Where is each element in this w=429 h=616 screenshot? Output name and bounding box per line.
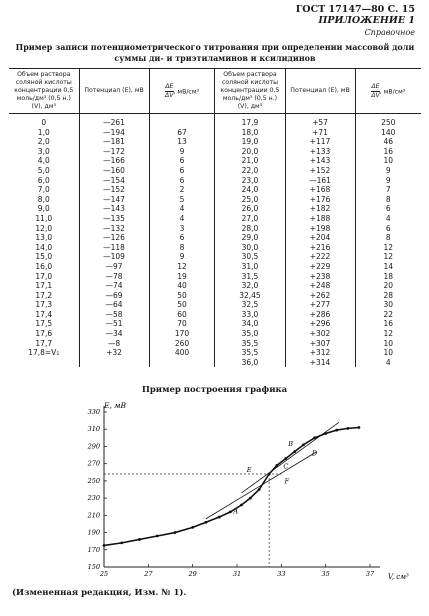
y-tick-label: 190 xyxy=(87,528,100,537)
y-tick-label: 310 xyxy=(87,425,100,434)
table-cell: 6 xyxy=(355,204,421,214)
chart-marks xyxy=(232,440,318,516)
table-cell: —132 xyxy=(79,224,149,234)
table-cell: +117 xyxy=(285,137,355,147)
table-cell: +229 xyxy=(285,262,355,272)
tangent-upper xyxy=(241,422,339,493)
ratio-numerator: ΔE xyxy=(165,82,174,90)
y-tick-label: 330 xyxy=(87,408,100,416)
data-point xyxy=(258,488,261,491)
table-cell: —261 xyxy=(79,114,149,128)
table-cell: 14 xyxy=(355,262,421,272)
table-row xyxy=(9,166,421,176)
table-row xyxy=(9,272,421,282)
table-cell: 6 xyxy=(149,166,215,176)
table-cell: —172 xyxy=(79,147,149,157)
point-label: A xyxy=(233,507,239,516)
table-cell: 15,0 xyxy=(35,252,53,262)
y-tick-label: 250 xyxy=(87,476,100,485)
table-cell: 9,0 xyxy=(37,204,50,214)
table-cell: 6,0 xyxy=(37,175,50,185)
table-cell: +238 xyxy=(285,272,355,282)
table-cell: 25,0 xyxy=(215,195,285,205)
table-cell: —181 xyxy=(79,137,149,147)
table-cell: —152 xyxy=(79,185,149,195)
table-cell: 67 xyxy=(149,128,215,138)
table-cell: 10 xyxy=(355,348,421,358)
table-cell: 2,0 xyxy=(37,137,50,147)
y-axis-label: E, мВ xyxy=(104,401,126,410)
table-row xyxy=(9,329,421,339)
table-cell: —161 xyxy=(285,176,355,186)
table-cell: 22 xyxy=(355,310,421,320)
table-row xyxy=(9,310,421,320)
table-cell: +307 xyxy=(285,339,355,349)
table-row xyxy=(9,262,421,272)
x-tick-label: 29 xyxy=(188,570,197,578)
col-ratio-right xyxy=(355,69,421,114)
table-cell: 9 xyxy=(355,176,421,186)
table-cell: —64 xyxy=(79,300,149,310)
table-cell: 11,0 xyxy=(35,213,53,223)
reference-label: Справочное xyxy=(364,28,415,37)
table-cell: 10 xyxy=(355,339,421,349)
table-cell: 36,0 xyxy=(215,358,285,368)
data-point xyxy=(103,544,106,547)
ratio-unit: , мВ/см³ xyxy=(379,88,406,95)
table-cell: —69 xyxy=(79,291,149,301)
table-cell: 5 xyxy=(149,195,215,205)
table-row xyxy=(9,114,421,128)
table-cell: 12 xyxy=(355,329,421,339)
table-cell: 9 xyxy=(149,147,215,157)
table-cell: +204 xyxy=(285,233,355,243)
table-cell: —160 xyxy=(79,166,149,176)
data-point xyxy=(249,497,252,500)
data-point xyxy=(191,526,194,529)
table-cell: —78 xyxy=(79,272,149,282)
table-cell: 30,0 xyxy=(215,243,285,253)
data-point xyxy=(229,510,232,513)
table-row xyxy=(9,224,421,234)
table-cell: +248 xyxy=(285,281,355,291)
table-cell: 260 xyxy=(149,339,215,349)
table-cell: —147 xyxy=(79,195,149,205)
table-cell: 17,4 xyxy=(35,309,53,319)
data-point xyxy=(293,450,296,453)
table-cell: 17,1 xyxy=(35,281,53,291)
standard-number: ГОСТ 17147—80 С. 15 xyxy=(295,4,415,15)
table-cell: —143 xyxy=(79,204,149,214)
table-cell: —34 xyxy=(79,329,149,339)
table-cell: 12,0 xyxy=(35,223,53,233)
table-cell: 35,5 xyxy=(215,339,285,349)
table-cell: 12 xyxy=(355,252,421,262)
table-cell: 17,8=V₁ xyxy=(28,348,60,358)
table-row xyxy=(9,176,421,186)
table-cell: —8 xyxy=(79,339,149,349)
chart-curve xyxy=(103,422,361,547)
table-cell: 2 xyxy=(149,185,215,195)
table-cell: 170 xyxy=(149,329,215,339)
table-cell: 17,7 xyxy=(35,338,53,348)
table-row xyxy=(9,128,421,138)
table-cell: 17,5 xyxy=(35,319,53,329)
point-label: C xyxy=(283,462,289,471)
x-axis-label: V, см³ xyxy=(388,573,409,581)
table-cell xyxy=(9,358,79,368)
table-cell: +143 xyxy=(285,156,355,166)
table-cell: +32 xyxy=(79,348,149,358)
table-cell: 35,0 xyxy=(215,329,285,339)
table-row xyxy=(9,358,421,368)
table-cell: +314 xyxy=(285,358,355,368)
ratio-fraction xyxy=(371,83,379,100)
table-cell: 32,5 xyxy=(215,300,285,310)
table-cell: 31,5 xyxy=(215,272,285,282)
col-volume-left: Объем раствора соляной кислоты концентрации 0,5 моль/дм³ (0,5 н.) (V), дм³ xyxy=(9,69,79,114)
table-cell: 32,0 xyxy=(215,281,285,291)
table-cell: —58 xyxy=(79,310,149,320)
table-cell: 30,5 xyxy=(215,252,285,262)
table-cell: 4 xyxy=(355,358,421,368)
table-cell: 21,0 xyxy=(215,156,285,166)
table-cell: +296 xyxy=(285,319,355,329)
table-cell: +168 xyxy=(285,185,355,195)
data-point xyxy=(120,541,123,544)
table-cell: +71 xyxy=(285,128,355,138)
table-cell: —97 xyxy=(79,262,149,272)
table-cell: 33,0 xyxy=(215,310,285,320)
chart-grid xyxy=(104,474,281,567)
point-label: B xyxy=(288,439,293,448)
y-tick-label: 290 xyxy=(87,442,100,451)
ratio-unit: , мВ/см³ xyxy=(173,88,199,95)
table-cell: +133 xyxy=(285,147,355,157)
x-tick-label: 27 xyxy=(144,570,153,578)
table-cell: 6 xyxy=(149,233,215,243)
col-potential-left: Потенциал (E), мВ xyxy=(79,69,149,114)
table-cell: 17,6 xyxy=(35,329,53,339)
table-cell: +277 xyxy=(285,300,355,310)
table-cell: 10 xyxy=(355,156,421,166)
table-cell: 7,0 xyxy=(37,185,50,195)
table-cell: 17,9 xyxy=(215,114,285,128)
table-cell xyxy=(149,114,215,128)
table-cell: —126 xyxy=(79,233,149,243)
table-cell: 23,0 xyxy=(215,176,285,186)
table-row xyxy=(9,319,421,329)
table-cell: 3 xyxy=(149,224,215,234)
table-cell: 5,0 xyxy=(37,165,50,175)
y-tick-label: 230 xyxy=(87,494,100,503)
col-volume-right: Объем раствора соляной кислоты концентрации 0,5 моль/дм³ (0,5 н.) (V), дм³ xyxy=(215,69,285,114)
table-cell: 60 xyxy=(149,310,215,320)
table-cell: 19 xyxy=(149,272,215,282)
x-tick-label: 33 xyxy=(277,570,286,578)
chart-title: Пример построения графика xyxy=(141,385,288,395)
x-tick-label: 37 xyxy=(365,570,375,578)
table-cell: +222 xyxy=(285,252,355,262)
data-point xyxy=(335,429,338,432)
ratio-denominator: ΔV xyxy=(165,91,174,99)
table-cell: 24,0 xyxy=(215,185,285,195)
ratio-denominator: ΔV xyxy=(371,91,380,99)
table-cell: 8 xyxy=(149,243,215,253)
table-cell: +286 xyxy=(285,310,355,320)
tangent-lower xyxy=(206,449,318,519)
table-cell: 12 xyxy=(149,262,215,272)
table-row xyxy=(9,339,421,349)
table-cell: +152 xyxy=(285,166,355,176)
table-row xyxy=(9,204,421,214)
table-cell: 16 xyxy=(355,147,421,157)
titration-chart xyxy=(0,398,429,586)
table-row xyxy=(9,243,421,253)
table-cell: —109 xyxy=(79,252,149,262)
table-cell xyxy=(149,358,215,368)
table-cell: 7 xyxy=(355,185,421,195)
col-potential-right: Потенциал (E), мВ xyxy=(285,69,355,114)
table-cell: 4 xyxy=(149,204,215,214)
table-cell: +182 xyxy=(285,204,355,214)
y-tick-label: 210 xyxy=(87,511,100,520)
ratio-numerator: ΔE xyxy=(371,82,380,90)
table-cell: —135 xyxy=(79,214,149,224)
table-cell: 14,0 xyxy=(35,242,53,252)
table-cell: 250 xyxy=(355,114,421,128)
table-cell: 8,0 xyxy=(37,194,50,204)
table-cell xyxy=(79,358,149,368)
data-point xyxy=(358,426,361,429)
table-cell: +216 xyxy=(285,243,355,253)
table-cell: 16,0 xyxy=(35,261,53,271)
table-cell: 8 xyxy=(355,195,421,205)
point-label: D xyxy=(311,449,318,458)
table-row xyxy=(9,137,421,147)
table-cell: 9 xyxy=(149,252,215,262)
table-body xyxy=(9,114,421,368)
x-tick-label: 35 xyxy=(321,570,330,578)
data-point xyxy=(302,443,305,446)
table-row xyxy=(9,233,421,243)
table-header-row xyxy=(9,69,421,114)
table-cell: +198 xyxy=(285,224,355,234)
table-cell: 22,0 xyxy=(215,166,285,176)
table-cell: —118 xyxy=(79,243,149,253)
table-cell: —194 xyxy=(79,128,149,138)
table-cell: 19,0 xyxy=(215,137,285,147)
data-point xyxy=(205,521,208,524)
table-cell: 28 xyxy=(355,291,421,301)
table-cell: 0 xyxy=(41,118,47,127)
data-point xyxy=(174,531,177,534)
titration-curve xyxy=(104,428,359,546)
table-cell: 30 xyxy=(355,300,421,310)
table-cell: 50 xyxy=(149,300,215,310)
table-cell: 17,3 xyxy=(35,300,53,310)
table-row xyxy=(9,252,421,262)
ratio-fraction xyxy=(165,83,173,100)
point-label: F xyxy=(284,477,289,486)
table-cell: 13 xyxy=(149,137,215,147)
chart-ticks xyxy=(87,408,375,578)
data-point xyxy=(156,535,159,538)
table-row xyxy=(9,291,421,301)
table-cell: 17,2 xyxy=(35,290,53,300)
table-row xyxy=(9,348,421,358)
table-cell: —166 xyxy=(79,156,149,166)
table-cell: 4,0 xyxy=(37,156,50,166)
table-cell: 140 xyxy=(355,128,421,138)
table-cell: 8 xyxy=(355,233,421,243)
table-cell: 20,0 xyxy=(215,147,285,157)
table-cell: 32,45 xyxy=(215,291,285,301)
table-cell: 20 xyxy=(355,281,421,291)
y-tick-label: 150 xyxy=(87,563,100,571)
table-cell: 6 xyxy=(149,156,215,166)
point-label: E xyxy=(246,466,252,474)
table-cell: 46 xyxy=(355,137,421,147)
table-row xyxy=(9,281,421,291)
table-cell: +302 xyxy=(285,329,355,339)
table-cell: 18,0 xyxy=(215,128,285,138)
table-cell: 16 xyxy=(355,319,421,329)
table-cell: 50 xyxy=(149,291,215,301)
y-tick-label: 170 xyxy=(87,545,100,554)
data-point xyxy=(138,538,141,541)
table-row xyxy=(9,156,421,166)
table-cell: 29,0 xyxy=(215,233,285,243)
table-cell: +57 xyxy=(285,114,355,128)
data-point xyxy=(240,504,243,507)
table-cell: +262 xyxy=(285,291,355,301)
data-point xyxy=(346,427,349,430)
table-cell: +176 xyxy=(285,195,355,205)
table-row xyxy=(9,214,421,224)
table-cell: 35,5 xyxy=(215,348,285,358)
table-cell: 26,0 xyxy=(215,204,285,214)
table-cell: 400 xyxy=(149,348,215,358)
table-cell: 17,0 xyxy=(35,271,53,281)
table-cell: 31,0 xyxy=(215,262,285,272)
footnote: (Измененная редакция, Изм. № 1). xyxy=(12,588,187,598)
table-cell: —51 xyxy=(79,319,149,329)
x-tick-label: 25 xyxy=(99,570,109,578)
data-point xyxy=(284,457,287,460)
table-cell: 12 xyxy=(355,243,421,253)
col-ratio-left xyxy=(149,69,215,114)
table-cell: 4 xyxy=(355,214,421,224)
table-cell: 3,0 xyxy=(37,146,50,156)
table-cell: —154 xyxy=(79,176,149,186)
table-row xyxy=(9,185,421,195)
table-cell: 27,0 xyxy=(215,214,285,224)
table-cell: 9 xyxy=(355,166,421,176)
table-cell: 34,0 xyxy=(215,319,285,329)
table-cell: —74 xyxy=(79,281,149,291)
table-cell: 40 xyxy=(149,281,215,291)
table-row xyxy=(9,147,421,157)
document-title: Пример записи потенциометрического титрования при определении массовой доли суммы ди- и триэтиламинов и ксилидинов xyxy=(15,42,415,63)
table-cell: 1,0 xyxy=(37,127,50,137)
page-header xyxy=(296,4,415,37)
table-cell: +312 xyxy=(285,348,355,358)
table-row xyxy=(9,300,421,310)
table-cell: 28,0 xyxy=(215,224,285,234)
table-cell: 4 xyxy=(149,214,215,224)
table-cell: 13,0 xyxy=(35,233,53,243)
table-cell: 70 xyxy=(149,319,215,329)
table-cell: +188 xyxy=(285,214,355,224)
appendix-label: ПРИЛОЖЕНИЕ 1 xyxy=(318,15,415,26)
data-point xyxy=(218,516,221,519)
table-cell: 6 xyxy=(355,224,421,234)
table-cell: 6 xyxy=(149,176,215,186)
x-tick-label: 31 xyxy=(232,570,242,578)
table-row xyxy=(9,195,421,205)
y-tick-label: 270 xyxy=(87,459,100,468)
table-cell: 18 xyxy=(355,272,421,282)
titration-table xyxy=(9,68,421,367)
